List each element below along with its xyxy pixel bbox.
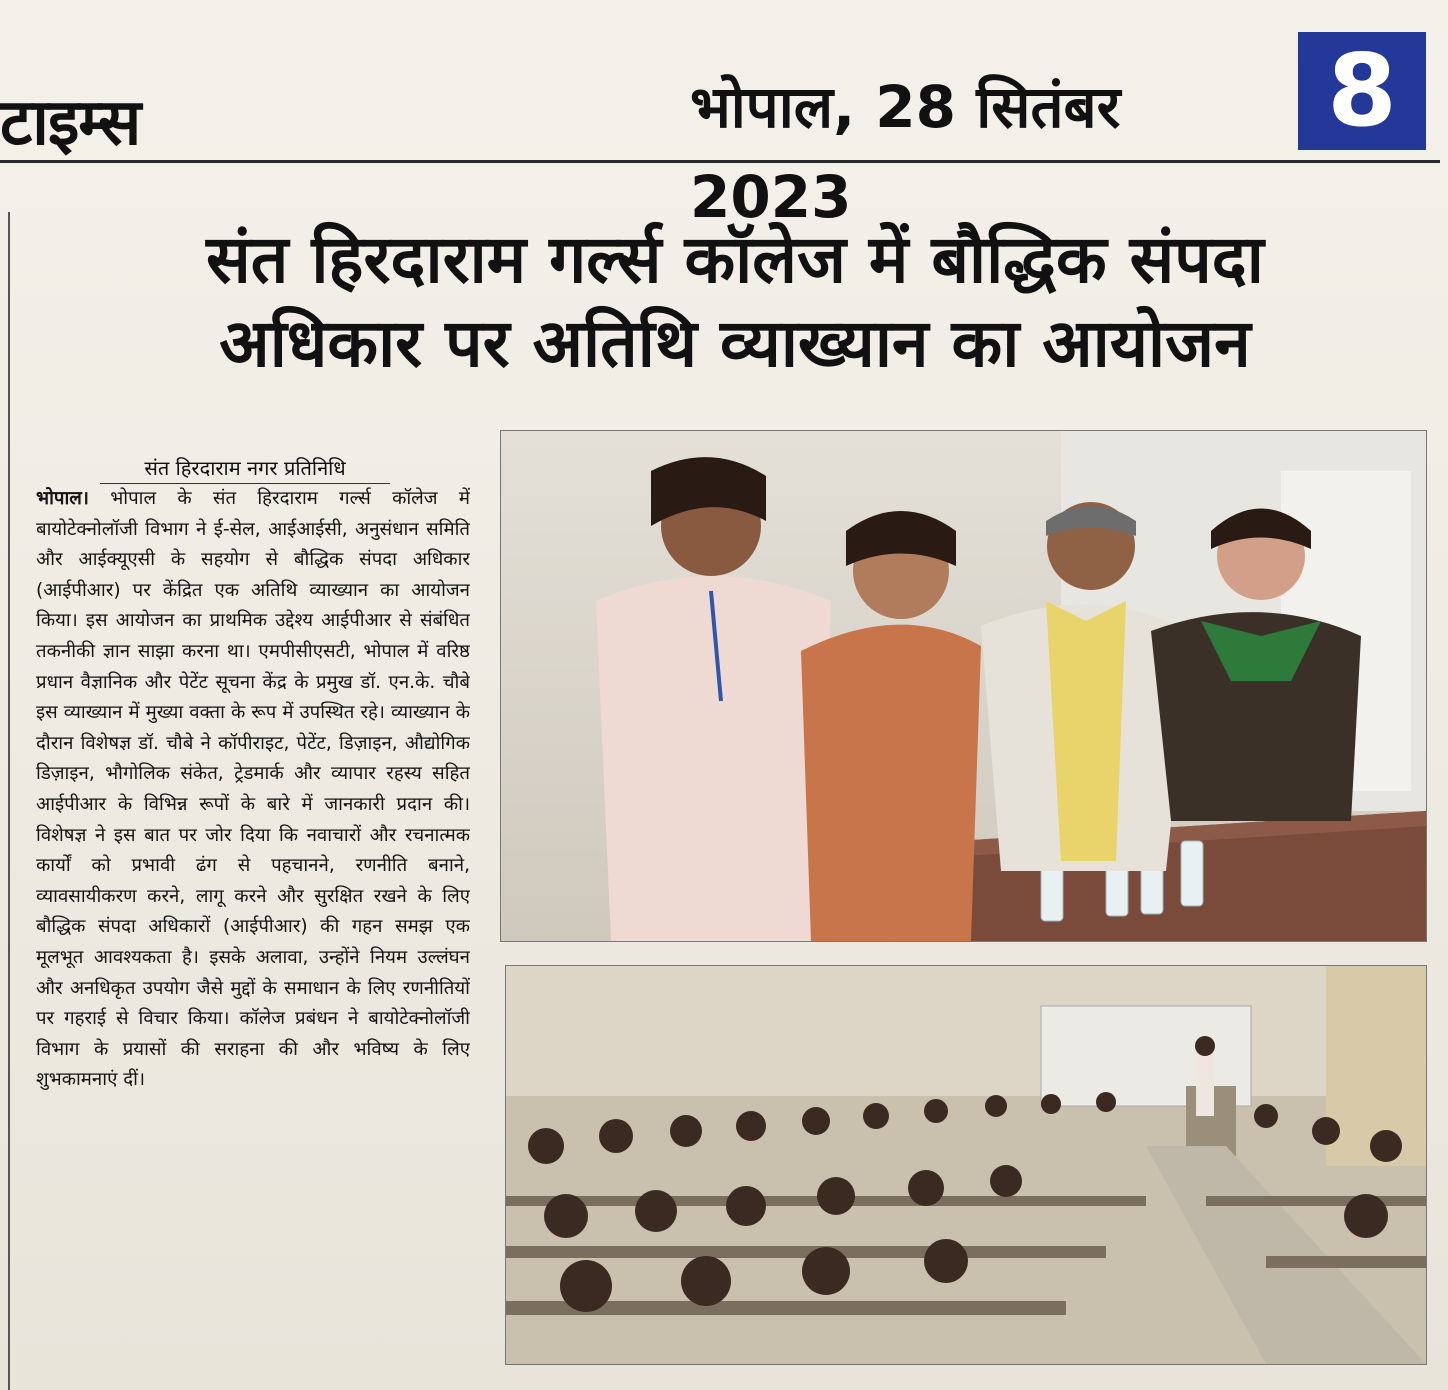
column-rule bbox=[8, 212, 10, 1390]
article-headline bbox=[40, 218, 1430, 386]
headline-line-1: संत हिरदाराम गर्ल्स कॉलेज में बौद्धिक संपदा bbox=[206, 221, 1264, 298]
dateline: भोपाल, 28 सितंबर 2023 bbox=[690, 73, 1121, 231]
newspaper-masthead: टाइम्स bbox=[0, 86, 141, 160]
page-number-box bbox=[1298, 32, 1426, 150]
headline-line-2: अधिकार पर अतिथि व्याख्यान का आयोजन bbox=[219, 305, 1251, 382]
photo-guests-group bbox=[500, 430, 1427, 942]
article-dateline-lead: भोपाल। bbox=[36, 488, 89, 509]
article-body bbox=[36, 484, 470, 1364]
photo-guests-group-image bbox=[501, 431, 1426, 941]
photo-lecture-audience-image bbox=[506, 966, 1426, 1364]
page-number: 8 bbox=[1327, 32, 1397, 149]
photo-lecture-audience bbox=[505, 965, 1427, 1365]
byline: संत हिरदाराम नगर प्रतिनिधि bbox=[100, 455, 390, 484]
article-text: भोपाल के संत हिरदाराम गर्ल्स कॉलेज में बायोटेक्नोलॉजी विभाग ने ई-सेल, आईआईसी, अनुसंधान समिति और आईक्यूएसी के सहयोग से बौद्धिक संपदा अधिकार (आईपीआर) पर केंद्रित एक अतिथि व्याख्यान का आयोजन किया। इस आयोजन का प्राथमिक उद्देश्य आईपीआर से संबंधित तकनीकी ज्ञान साझा करना था। एमपीसीएसटी, भोपाल में वरिष्ठ प्रधान वैज्ञानिक और पेटेंट सूचना केंद्र के प्रमुख डॉ. एन.के. चौबे इस व्याख्यान में मुख्या वक्ता के रूप में उपस्थित रहे। व्याख्यान के दौरान विशेषज्ञ डॉ. चौबे ने कॉपीराइट, पेटेंट, डिज़ाइन, औद्योगिक डिज़ाइन, भौगोलिक संकेत, ट्रेडमार्क और व्यापार रहस्य सहित आईपीआर के विभिन्न रूपों के बारे में जानकारी प्रदान की। विशेषज्ञ ने इस बात पर जोर दिया कि नवाचारों और रचनात्मक कार्यों को प्रभावी ढंग से पहचानने, रणनीति बनाने, व्यावसायीकरण करने, लागू करने और सुरक्षित रखने के लिए बौद्धिक संपदा अधिकारों (आईपीआर) की गहन समझ एक मूलभूत आवश्यकता है। इसके अलावा, उन्होंने नियम उल्लंघन और अनधिकृत उपयोग जैसे मुद्दों के समाधान के लिए रणनीतियों पर गहराई से विचार किया। कॉलेज प्रबंधन ने बायोटेक्नोलॉजी विभाग के प्रयासों की सराहना की और भविष्य के लिए शुभकामनाएं दीं। bbox=[36, 488, 470, 1091]
masthead-rule bbox=[0, 160, 1440, 163]
